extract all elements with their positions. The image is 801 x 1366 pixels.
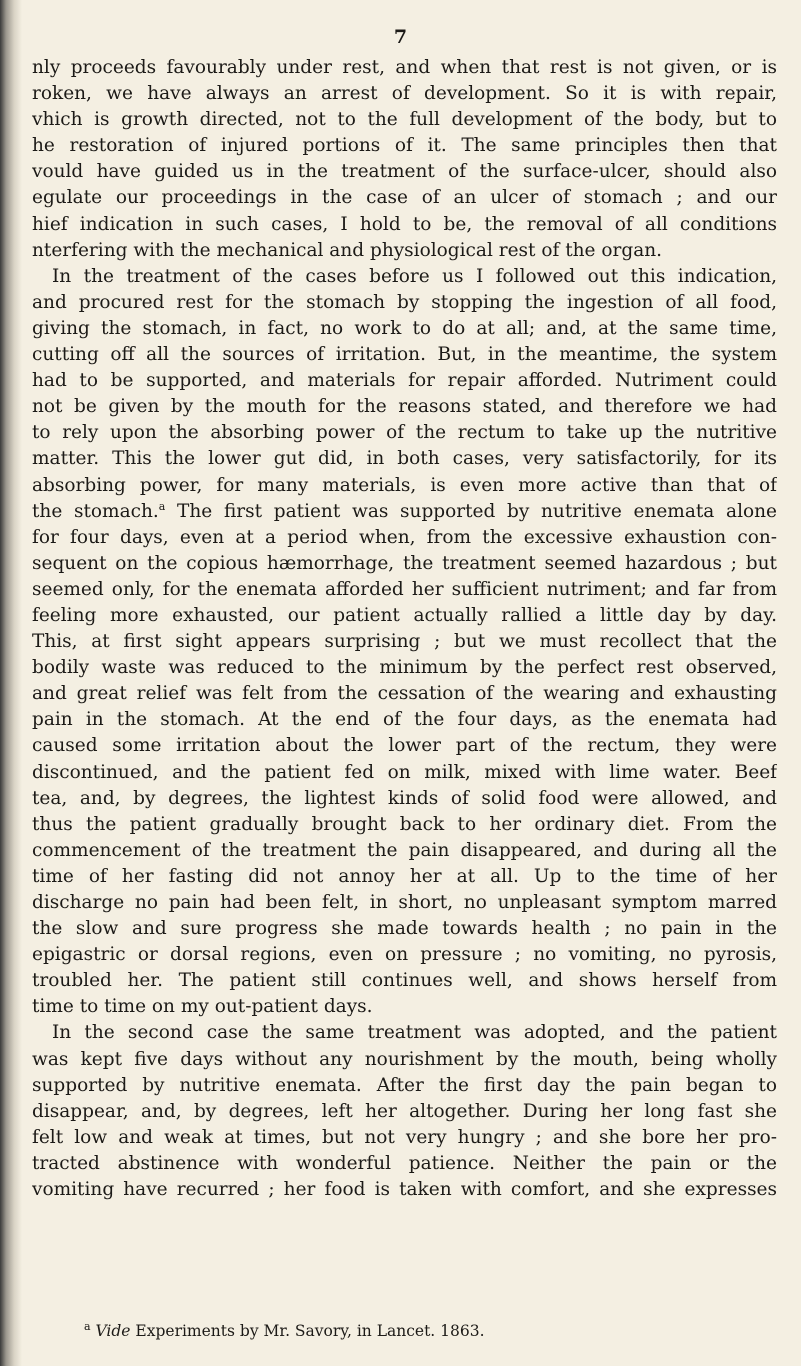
text-line: matter. This the lower gut did, in both cases, very satisfactorily, for its [32,448,777,470]
footnote-marker: a [84,1319,91,1333]
text-line: thus the patient gradually brought back to her ordinary diet. From the [32,813,777,835]
text-line: tracted abstinence with wonderful patience. Neither the pain or the [32,1152,777,1174]
text-line: for four days, even at a period when, from the excessive exhaustion con- [32,526,777,548]
text-line: egulate our proceedings in the case of an ulcer of stomach ; and our [32,187,777,209]
footnote-text: Experiments by Mr. Savory, in Lancet. 1863. [130,1322,485,1340]
text-line: nterfering with the mechanical and physiological rest of the organ. [32,239,663,261]
text-line: tea, and, by degrees, the lightest kinds of solid food were allowed, and [32,787,777,809]
text-line: epigastric or dorsal regions, even on pressure ; no vomiting, no pyrosis, [32,944,777,966]
text-line: time to time on my out-patient days. [32,996,373,1018]
text-line: and procured rest for the stomach by stopping the ingestion of all food, [32,291,777,313]
page-number: 7 [393,26,408,48]
text-line: roken, we have always an arrest of development. So it is with repair, [32,83,777,105]
page-binding-shadow [0,0,22,1366]
text-line: This, at first sight appears surprising ; but we must recollect that the [32,631,777,653]
body-text [32,55,777,1203]
footnote-vide: Vide [95,1322,131,1340]
footnote [84,1319,485,1340]
text-line: vhich is growth directed, not to the full development of the body, but to [32,109,777,131]
text-line: cutting off all the sources of irritation. But, in the meantime, the system [32,344,777,366]
text-line: not be given by the mouth for the reasons stated, and therefore we had [32,396,777,418]
text-line: felt low and weak at times, but not very hungry ; and she bore her pro- [32,1126,777,1148]
text-segment: The first patient was supported by nutritive enemata alone [165,500,777,522]
text-line: sequent on the copious hæmorrhage, the treatment seemed hazardous ; but [32,552,777,574]
text-line-with-footnote-ref [32,499,777,525]
text-line: time of her fasting did not annoy her at all. Up to the time of her [32,865,777,887]
text-line: he restoration of injured portions of it. The same principles then that [32,135,777,157]
text-segment: the stomach. [32,500,159,522]
text-line: the slow and sure progress she made towards health ; no pain in the [32,918,777,940]
text-line: absorbing power, for many materials, is even more active than that of [32,474,777,496]
text-line: had to be supported, and materials for repair afforded. Nutriment could [32,370,777,392]
text-line: hief indication in such cases, I hold to be, the removal of all conditions [32,213,777,235]
text-line: feeling more exhausted, our patient actually rallied a little day by day. [32,604,777,626]
text-line: troubled her. The patient still continues well, and shows herself from [32,970,777,992]
text-line: bodily waste was reduced to the minimum by the perfect rest observed, [32,657,777,679]
text-line: vomiting have recurred ; her food is taken with comfort, and she expresses [32,1179,777,1201]
text-line: nly proceeds favourably under rest, and when that rest is not given, or is [32,57,777,78]
text-line: to rely upon the absorbing power of the rectum to take up the nutritive [32,422,777,444]
text-line: discharge no pain had been felt, in short, no unpleasant symptom marred [32,892,777,913]
paragraph-start-line: In the second case the same treatment was adopted, and the patient [52,1022,777,1044]
text-line: and great relief was felt from the cessation of the wearing and exhausting [32,683,777,705]
text-line: giving the stomach, in fact, no work to do at all; and, at the same time, [32,317,777,339]
text-line: discontinued, and the patient fed on milk, mixed with lime water. Beef [32,761,777,783]
text-line: caused some irritation about the lower part of the rectum, they were [32,735,777,757]
text-line: vould have guided us in the treatment of the surface-ulcer, should also [32,161,777,183]
text-line: pain in the stomach. At the end of the four days, as the enemata had [32,709,777,731]
text-line: seemed only, for the enemata afforded her sufficient nutriment; and far from [32,578,777,600]
paragraph-start-line: In the treatment of the cases before us I followed out this indication, [52,265,777,287]
text-line: disappear, and, by degrees, left her altogether. During her long fast she [32,1100,777,1122]
footnote-reference: a [158,499,166,513]
text-line: supported by nutritive enemata. After the first day the pain began to [32,1074,777,1096]
text-line: was kept five days without any nourishment by the mouth, being wholly [32,1048,777,1070]
text-line: commencement of the treatment the pain disappeared, and during all the [32,839,777,861]
